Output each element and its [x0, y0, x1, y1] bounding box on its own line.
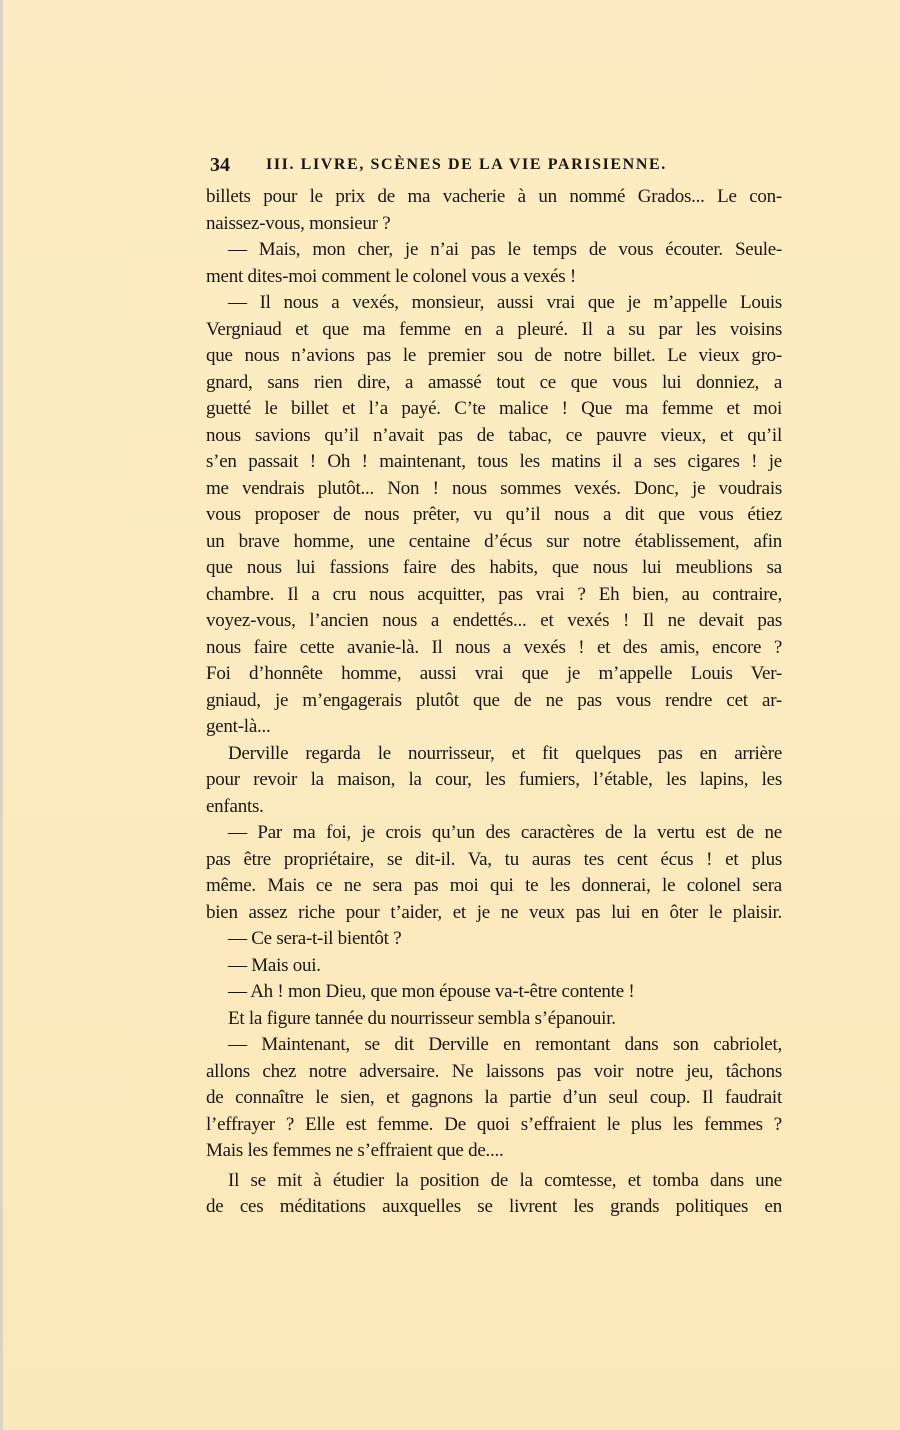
text-line: nous savions qu’il n’avait pas de tabac, ce pauvre vieux, et qu’il: [206, 424, 782, 446]
text-line: bien assez riche pour t’aider, et je ne veux pas lui en ôter le plaisir.: [206, 901, 782, 923]
text-line: Et la figure tannée du nourrisseur sembla s’épanouir.: [228, 1007, 616, 1029]
text-line: voyez-vous, l’ancien nous a endettés... et vexés ! Il ne devait pas: [206, 610, 782, 631]
text-line: — Il nous a vexés, monsieur, aussi vrai que je m’appelle Louis: [228, 292, 782, 313]
text-line: Vergniaud et que ma femme en a pleuré. Il a su par les voisins: [206, 318, 782, 340]
text-line: que nous lui fassions faire des habits, que nous lui meublions sa: [206, 557, 782, 578]
text-line: — Ce sera-t-il bientôt ?: [228, 928, 402, 949]
text-line: — Maintenant, se dit Derville en remontant dans son cabriolet,: [228, 1034, 782, 1055]
text-line: Derville regarda le nourrisseur, et fit quelques pas en arrière: [228, 742, 782, 764]
text-line: Il se mit à étudier la position de la comtesse, et tomba dans une: [228, 1169, 782, 1191]
text-line: pour revoir la maison, la cour, les fumiers, l’étable, les lapins, les: [206, 769, 782, 790]
text-line: — Mais oui.: [228, 954, 321, 976]
text-line: enfants.: [206, 795, 264, 817]
text-line: pas être propriétaire, se dit-il. Va, tu auras tes cent écus ! et plus: [206, 848, 782, 870]
text-line: — Mais, mon cher, je n’ai pas le temps de vous écouter. Seule-: [228, 239, 782, 260]
text-line: un brave homme, une centaine d’écus sur notre établissement, afin: [206, 530, 782, 552]
text-line: vous proposer de nous prêter, vu qu’il nous a dit que vous étiez: [206, 504, 782, 525]
text-line: — Ah ! mon Dieu, que mon épouse va-t-être contente !: [228, 981, 635, 1002]
text-line: gniaud, je m’engagerais plutôt que de ne pas vous rendre cet ar-: [206, 689, 782, 711]
text-line: de connaître le sien, et gagnons la partie d’un seul coup. Il faudrait: [206, 1087, 782, 1108]
text-line: nous faire cette avanie-là. Il nous a vexés ! et des amis, encore ?: [206, 636, 782, 658]
text-line: naissez-vous, monsieur ?: [206, 212, 391, 234]
text-line: Mais les femmes ne s’effraient que de....: [206, 1140, 504, 1161]
text-line: chambre. Il a cru nous acquitter, pas vrai ? Eh bien, au contraire,: [206, 583, 782, 605]
text-line: ment dites-moi comment le colonel vous a vexés !: [206, 265, 577, 287]
text-line: même. Mais ce ne sera pas moi qui te les donnerai, le colonel sera: [206, 875, 782, 896]
text-line: gnard, sans rien dire, a amassé tout ce que vous lui donniez, a: [206, 371, 782, 393]
running-head-title: III. LIVRE, SCÈNES DE LA VIE PARISIENNE.: [266, 156, 667, 173]
text-line: allons chez notre adversaire. Ne laissons pas voir notre jeu, tâchons: [206, 1060, 782, 1082]
body-text: [206, 184, 782, 1221]
text-line: billets pour le prix de ma vacherie à un nommé Grados... Le con-: [206, 186, 782, 207]
text-line: de ces méditations auxquelles se livrent les grands politiques en: [206, 1196, 782, 1217]
text-line: l’effrayer ? Elle est femme. De quoi s’effraient le plus les femmes ?: [206, 1113, 782, 1135]
running-head: [210, 154, 786, 180]
text-line: — Par ma foi, je crois qu’un des caractères de la vertu est de ne: [228, 822, 782, 843]
text-line: guetté le billet et l’a payé. C’te malice ! Que ma femme et moi: [206, 398, 782, 419]
text-line: me vendrais plutôt... Non ! nous sommes vexés. Donc, je voudrais: [206, 477, 782, 499]
text-line: gent-là...: [206, 716, 271, 737]
text-line: s’en passait ! Oh ! maintenant, tous les matins il a ses cigares ! je: [206, 451, 782, 472]
text-line: que nous n’avions pas le premier sou de notre billet. Le vieux gro-: [206, 345, 782, 366]
text-line: Foi d’honnête homme, aussi vrai que je m’appelle Louis Ver-: [206, 663, 782, 684]
page-number: 34: [210, 154, 230, 176]
